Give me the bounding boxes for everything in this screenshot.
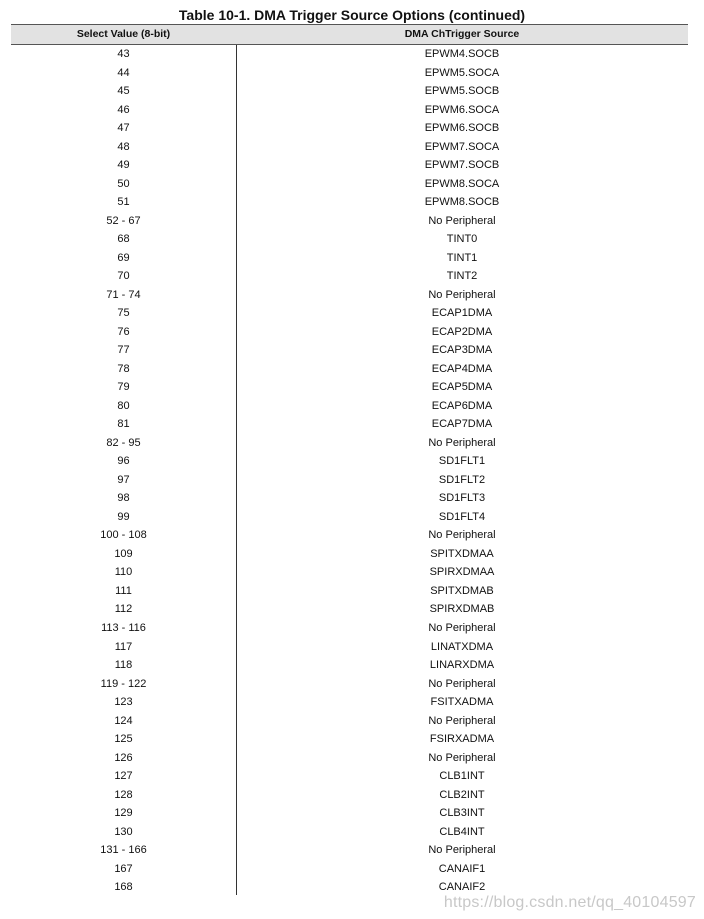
trigger-source-cell: CLB2INT bbox=[439, 788, 485, 801]
table-row bbox=[11, 860, 688, 879]
trigger-source-cell: EPWM6.SOCB bbox=[424, 122, 500, 135]
table-row bbox=[11, 249, 688, 268]
table-row bbox=[11, 841, 688, 860]
table-body bbox=[11, 45, 688, 897]
select-value-cell: 76 bbox=[117, 325, 130, 338]
trigger-source-cell: SD1FLT4 bbox=[438, 510, 486, 523]
trigger-source-cell: TINT0 bbox=[446, 233, 478, 246]
trigger-source-cell: SD1FLT3 bbox=[438, 492, 486, 505]
table-row bbox=[11, 638, 688, 657]
trigger-source-cell: CLB4INT bbox=[439, 825, 485, 838]
table-row bbox=[11, 693, 688, 712]
trigger-source-cell: SD1FLT1 bbox=[438, 455, 486, 468]
table-row bbox=[11, 230, 688, 249]
select-value-cell: 128 bbox=[114, 788, 133, 801]
select-value-cell: 100 - 108 bbox=[100, 529, 147, 542]
table-row bbox=[11, 656, 688, 675]
trigger-source-cell: TINT2 bbox=[446, 270, 478, 283]
table-row bbox=[11, 119, 688, 138]
select-value-cell: 109 bbox=[114, 547, 133, 560]
trigger-source-cell: ECAP5DMA bbox=[431, 381, 493, 394]
table-row bbox=[11, 82, 688, 101]
table-row bbox=[11, 508, 688, 527]
header-trigger-source: DMA ChTrigger Source bbox=[404, 28, 520, 40]
table-row bbox=[11, 415, 688, 434]
table-row bbox=[11, 675, 688, 694]
table-row bbox=[11, 397, 688, 416]
table-row bbox=[11, 45, 688, 64]
table-row bbox=[11, 786, 688, 805]
trigger-source-cell: EPWM5.SOCB bbox=[424, 85, 500, 98]
table-row bbox=[11, 619, 688, 638]
table-row bbox=[11, 489, 688, 508]
table-row bbox=[11, 286, 688, 305]
trigger-source-cell: ECAP6DMA bbox=[431, 399, 493, 412]
trigger-source-cell: SD1FLT2 bbox=[438, 473, 486, 486]
trigger-source-cell: CANAIF1 bbox=[438, 862, 486, 875]
trigger-source-cell: ECAP3DMA bbox=[431, 344, 493, 357]
select-value-cell: 99 bbox=[117, 510, 130, 523]
trigger-source-cell: ECAP1DMA bbox=[431, 307, 493, 320]
trigger-source-cell: No Peripheral bbox=[428, 751, 496, 764]
table-row bbox=[11, 600, 688, 619]
select-value-cell: 131 - 166 bbox=[100, 844, 147, 857]
select-value-cell: 50 bbox=[117, 177, 130, 190]
table-row bbox=[11, 193, 688, 212]
select-value-cell: 117 bbox=[114, 640, 133, 653]
trigger-source-cell: No Peripheral bbox=[428, 214, 496, 227]
select-value-cell: 52 - 67 bbox=[106, 214, 141, 227]
select-value-cell: 112 bbox=[114, 603, 133, 616]
trigger-source-cell: LINATXDMA bbox=[430, 640, 494, 653]
table-row bbox=[11, 749, 688, 768]
table-row bbox=[11, 360, 688, 379]
watermark: https://blog.csdn.net/qq_40104597 bbox=[443, 894, 696, 911]
trigger-source-cell: CANAIF2 bbox=[438, 881, 486, 894]
table-row bbox=[11, 267, 688, 286]
select-value-cell: 44 bbox=[117, 66, 130, 79]
select-value-cell: 111 bbox=[115, 584, 132, 597]
trigger-source-cell: EPWM8.SOCA bbox=[424, 177, 500, 190]
table-row bbox=[11, 101, 688, 120]
select-value-cell: 51 bbox=[117, 196, 130, 209]
table-row bbox=[11, 804, 688, 823]
trigger-source-cell: SPITXDMAB bbox=[430, 584, 494, 597]
table-row bbox=[11, 156, 688, 175]
header-select-value: Select Value (8-bit) bbox=[76, 28, 171, 40]
trigger-source-cell: ECAP7DMA bbox=[431, 418, 493, 431]
table-row bbox=[11, 767, 688, 786]
select-value-cell: 168 bbox=[114, 881, 133, 894]
trigger-source-cell: No Peripheral bbox=[428, 436, 496, 449]
select-value-cell: 96 bbox=[117, 455, 130, 468]
select-value-cell: 113 - 116 bbox=[101, 621, 146, 634]
select-value-cell: 77 bbox=[117, 344, 130, 357]
table-row bbox=[11, 452, 688, 471]
trigger-source-cell: No Peripheral bbox=[428, 529, 496, 542]
table-row bbox=[11, 712, 688, 731]
trigger-source-cell: EPWM4.SOCB bbox=[424, 48, 500, 60]
trigger-source-cell: No Peripheral bbox=[428, 677, 496, 690]
table-row bbox=[11, 434, 688, 453]
trigger-source-cell: SPIRXDMAA bbox=[429, 566, 495, 579]
table-row bbox=[11, 471, 688, 490]
select-value-cell: 110 bbox=[114, 566, 133, 579]
trigger-source-cell: No Peripheral bbox=[428, 714, 496, 727]
table-row bbox=[11, 545, 688, 564]
trigger-source-cell: CLB3INT bbox=[439, 807, 485, 820]
select-value-cell: 68 bbox=[117, 233, 130, 246]
select-value-cell: 70 bbox=[117, 270, 130, 283]
select-value-cell: 48 bbox=[117, 140, 130, 153]
select-value-cell: 126 bbox=[114, 751, 133, 764]
trigger-source-cell: EPWM6.SOCA bbox=[424, 103, 500, 116]
select-value-cell: 130 bbox=[114, 825, 133, 838]
table-row bbox=[11, 730, 688, 749]
select-value-cell: 80 bbox=[117, 399, 130, 412]
trigger-source-cell: LINARXDMA bbox=[429, 659, 495, 672]
table-row bbox=[11, 64, 688, 83]
table-row bbox=[11, 304, 688, 323]
trigger-source-cell: FSIRXADMA bbox=[429, 733, 495, 746]
select-value-cell: 119 - 122 bbox=[100, 677, 147, 690]
table-row bbox=[11, 582, 688, 601]
select-value-cell: 79 bbox=[117, 381, 130, 394]
trigger-source-cell: No Peripheral bbox=[428, 621, 496, 634]
trigger-source-cell: EPWM7.SOCB bbox=[424, 159, 500, 172]
select-value-cell: 78 bbox=[117, 362, 130, 375]
table-row bbox=[11, 323, 688, 342]
select-value-cell: 124 bbox=[114, 714, 133, 727]
trigger-source-cell: SPIRXDMAB bbox=[429, 603, 495, 616]
column-divider bbox=[236, 45, 237, 895]
select-value-cell: 97 bbox=[117, 473, 130, 486]
select-value-cell: 118 bbox=[114, 659, 133, 672]
select-value-cell: 81 bbox=[117, 418, 130, 431]
select-value-cell: 129 bbox=[114, 807, 133, 820]
trigger-source-cell: SPITXDMAA bbox=[430, 547, 494, 560]
select-value-cell: 71 - 74 bbox=[106, 288, 141, 301]
select-value-cell: 45 bbox=[117, 85, 130, 98]
select-value-cell: 127 bbox=[114, 770, 133, 783]
select-value-cell: 47 bbox=[117, 122, 130, 135]
select-value-cell: 98 bbox=[117, 492, 130, 505]
table-row bbox=[11, 378, 688, 397]
select-value-cell: 46 bbox=[117, 103, 130, 116]
table-row bbox=[11, 563, 688, 582]
select-value-cell: 43 bbox=[117, 48, 130, 60]
select-value-cell: 123 bbox=[114, 696, 133, 709]
trigger-source-cell: TINT1 bbox=[446, 251, 478, 264]
table-row bbox=[11, 175, 688, 194]
dma-trigger-table bbox=[11, 24, 688, 897]
trigger-source-cell: EPWM5.SOCA bbox=[424, 66, 500, 79]
select-value-cell: 75 bbox=[117, 307, 130, 320]
trigger-source-cell: No Peripheral bbox=[428, 844, 496, 857]
trigger-source-cell: No Peripheral bbox=[428, 288, 496, 301]
select-value-cell: 49 bbox=[117, 159, 130, 172]
trigger-source-cell: FSITXADMA bbox=[430, 696, 494, 709]
table-row bbox=[11, 138, 688, 157]
trigger-source-cell: ECAP4DMA bbox=[431, 362, 493, 375]
trigger-source-cell: ECAP2DMA bbox=[431, 325, 493, 338]
table-row bbox=[11, 212, 688, 231]
table-row bbox=[11, 341, 688, 360]
select-value-cell: 69 bbox=[117, 251, 130, 264]
table-header-row bbox=[11, 24, 688, 45]
table-caption: Table 10-1. DMA Trigger Source Options (continued) bbox=[178, 7, 526, 23]
select-value-cell: 125 bbox=[114, 733, 133, 746]
select-value-cell: 167 bbox=[114, 862, 133, 875]
trigger-source-cell: EPWM7.SOCA bbox=[424, 140, 500, 153]
table-row bbox=[11, 823, 688, 842]
trigger-source-cell: CLB1INT bbox=[439, 770, 485, 783]
table-row bbox=[11, 526, 688, 545]
trigger-source-cell: EPWM8.SOCB bbox=[424, 196, 500, 209]
select-value-cell: 82 - 95 bbox=[106, 436, 141, 449]
